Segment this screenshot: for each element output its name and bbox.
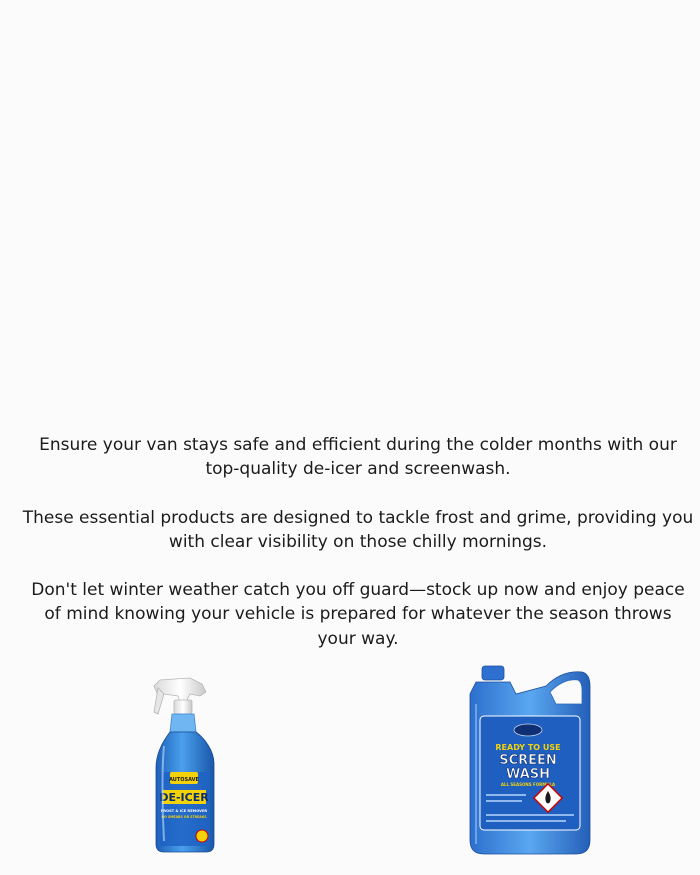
deicer-bottle-icon: [150, 676, 218, 854]
screenwash-name-line-2: WASH: [505, 767, 551, 782]
paragraph-1-line-1: Ensure your van stays safe and efficient during the colder months with our: [39, 435, 677, 455]
deicer-subtitle-2: NO SMEARS OR STREAKS: [161, 815, 207, 819]
paragraph-2-line-2: with clear visibility on those chilly mornings.: [168, 531, 548, 552]
deicer-subtitle: FROST & ICE REMOVER: [160, 809, 208, 813]
paragraph-3-line-3: your way.: [317, 628, 399, 649]
paragraph-3-line-1: Don't let winter weather catch you off guard—stock up now and enjoy peace: [31, 580, 685, 601]
screenwash-logo-icon: [514, 724, 542, 736]
description-paragraph-1: [20, 433, 696, 481]
paragraph-2-line-1: These essential products are designed to tackle frost and grime, providing you: [22, 507, 694, 528]
screenwash-product-image: [466, 664, 596, 858]
description-paragraph-3: [20, 578, 696, 651]
deicer-badge-icon: [196, 830, 208, 842]
screenwash-badge: READY TO USE: [495, 743, 561, 752]
deicer-name: DE-ICER: [159, 791, 209, 804]
deicer-product-image: [150, 676, 218, 854]
deicer-brand: AUTOSAVE: [169, 777, 199, 783]
paragraph-3-line-2: of mind knowing your vehicle is prepared for whatever the season throws: [44, 604, 672, 625]
screenwash-name-line-1: SCREEN: [499, 753, 557, 768]
screenwash-subtitle: ALL SEASONS FORMULA: [500, 782, 556, 787]
description-paragraph-2: [20, 506, 696, 554]
screenwash-container-icon: [466, 664, 596, 858]
paragraph-1-line-2: top-quality de-icer and screenwash.: [205, 459, 511, 480]
description-copy: [20, 433, 696, 651]
